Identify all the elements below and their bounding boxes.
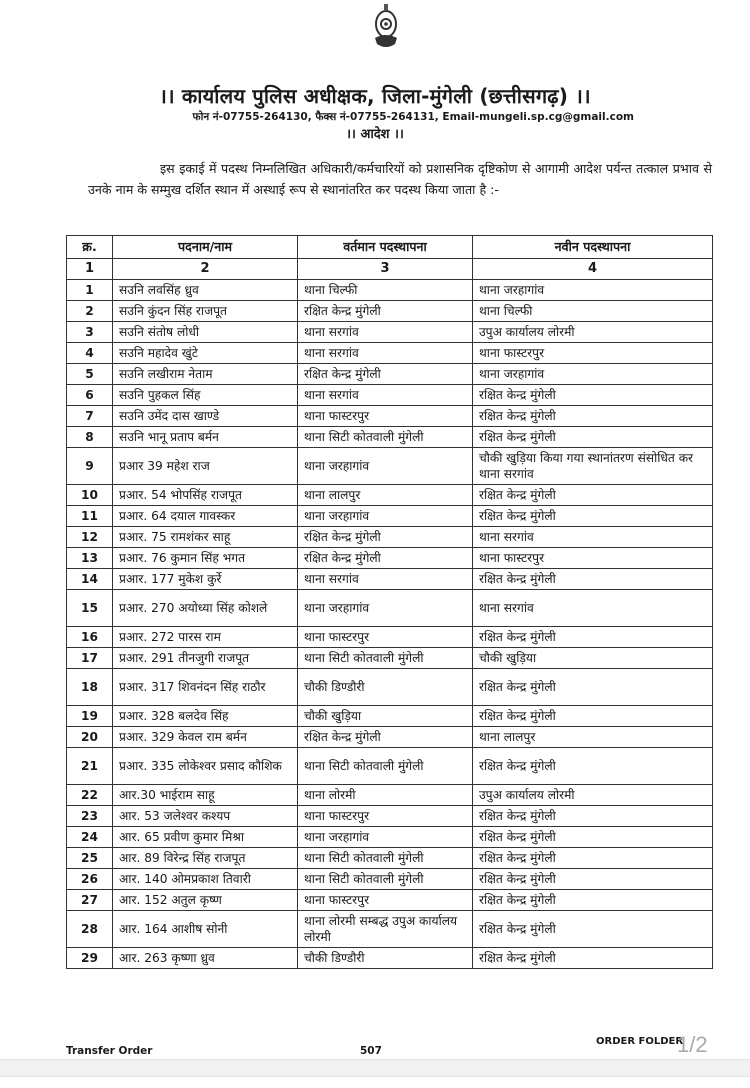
row-name: सउनि महादेव खुंटे bbox=[113, 343, 298, 364]
row-name: प्रआर. 76 कुमान सिंह भगत bbox=[113, 548, 298, 569]
table-row bbox=[67, 301, 713, 322]
header-current-posting: वर्तमान पदस्थापना bbox=[298, 236, 473, 259]
table-row bbox=[67, 485, 713, 506]
table-row bbox=[67, 706, 713, 727]
row-current-posting: थाना लोरमी सम्बद्ध उपुअ कार्यालय लोरमी bbox=[298, 911, 473, 948]
row-current-posting: थाना जरहागांव bbox=[298, 590, 473, 627]
row-name: प्रआर. 270 अयोध्या सिंह कोशले bbox=[113, 590, 298, 627]
row-serial: 14 bbox=[67, 569, 113, 590]
table-row bbox=[67, 343, 713, 364]
table-row bbox=[67, 669, 713, 706]
row-name: सउनि लवसिंह ध्रुव bbox=[113, 280, 298, 301]
row-current-posting: थाना लालपुर bbox=[298, 485, 473, 506]
row-current-posting: थाना फास्टरपुर bbox=[298, 806, 473, 827]
row-serial: 6 bbox=[67, 385, 113, 406]
row-current-posting: थाना सिटी कोतवाली मुंगेली bbox=[298, 869, 473, 890]
header-name: पदनाम/नाम bbox=[113, 236, 298, 259]
footer-folder-label: ORDER FOLDER bbox=[596, 1036, 684, 1047]
row-serial: 8 bbox=[67, 427, 113, 448]
row-current-posting: थाना जरहागांव bbox=[298, 506, 473, 527]
contact-line: फोन नं-07755-264130, फैक्स नं-07755-264131, Email-mungeli.sp.cg@gmail.com bbox=[192, 111, 634, 123]
row-new-posting: रक्षित केन्द्र मुंगेली bbox=[473, 385, 713, 406]
row-current-posting: थाना सरगांव bbox=[298, 569, 473, 590]
row-serial: 13 bbox=[67, 548, 113, 569]
row-name: प्रआर. 291 तीनजुगी राजपूत bbox=[113, 648, 298, 669]
row-serial: 22 bbox=[67, 785, 113, 806]
row-name: आर. 164 आशीष सोनी bbox=[113, 911, 298, 948]
row-name: प्रआर. 272 पारस राम bbox=[113, 627, 298, 648]
row-current-posting: थाना सिटी कोतवाली मुंगेली bbox=[298, 427, 473, 448]
row-serial: 18 bbox=[67, 669, 113, 706]
row-name: सउनि कुंदन सिंह राजपूत bbox=[113, 301, 298, 322]
row-new-posting: रक्षित केन्द्र मुंगेली bbox=[473, 406, 713, 427]
row-current-posting: चौकी डिण्डौरी bbox=[298, 669, 473, 706]
row-name: आर. 65 प्रवीण कुमार मिश्रा bbox=[113, 827, 298, 848]
order-heading: ।। आदेश ।। bbox=[346, 127, 404, 142]
row-current-posting: थाना चिल्फी bbox=[298, 280, 473, 301]
row-name: आर. 140 ओमप्रकाश तिवारी bbox=[113, 869, 298, 890]
row-new-posting: थाना फास्टरपुर bbox=[473, 548, 713, 569]
row-serial: 5 bbox=[67, 364, 113, 385]
column-number: 3 bbox=[298, 259, 473, 280]
row-name: प्रआर. 328 बलदेव सिंह bbox=[113, 706, 298, 727]
row-new-posting: थाना जरहागांव bbox=[473, 280, 713, 301]
row-new-posting: रक्षित केन्द्र मुंगेली bbox=[473, 627, 713, 648]
row-serial: 3 bbox=[67, 322, 113, 343]
table-row bbox=[67, 869, 713, 890]
table-row bbox=[67, 569, 713, 590]
table-row bbox=[67, 548, 713, 569]
table-row bbox=[67, 648, 713, 669]
row-current-posting: थाना सिटी कोतवाली मुंगेली bbox=[298, 748, 473, 785]
row-name: प्रआर. 64 दयाल गावस्कर bbox=[113, 506, 298, 527]
row-name: प्रआर. 335 लोकेश्वर प्रसाद कौशिक bbox=[113, 748, 298, 785]
table-row bbox=[67, 506, 713, 527]
row-serial: 21 bbox=[67, 748, 113, 785]
row-current-posting: थाना फास्टरपुर bbox=[298, 406, 473, 427]
bottom-bar bbox=[0, 1059, 750, 1077]
row-serial: 7 bbox=[67, 406, 113, 427]
row-current-posting: थाना जरहागांव bbox=[298, 827, 473, 848]
row-name: सउनि संतोष लोधी bbox=[113, 322, 298, 343]
row-new-posting: रक्षित केन्द्र मुंगेली bbox=[473, 748, 713, 785]
table-row bbox=[67, 848, 713, 869]
row-serial: 9 bbox=[67, 448, 113, 485]
footer-doc-type: Transfer Order bbox=[66, 1045, 153, 1057]
header-new-posting: नवीन पदस्थापना bbox=[473, 236, 713, 259]
table-row bbox=[67, 948, 713, 969]
row-new-posting: रक्षित केन्द्र मुंगेली bbox=[473, 506, 713, 527]
row-new-posting: रक्षित केन्द्र मुंगेली bbox=[473, 706, 713, 727]
row-current-posting: थाना फास्टरपुर bbox=[298, 627, 473, 648]
intro-text: इस इकाई में पदस्थ निम्नलिखित अधिकारी/कर्मचारियों को प्रशासनिक दृष्टिकोण से आगामी आदेश पर्यन्त तत्काल प्रभाव से उनके नाम के सम्मुख दर्शित स्थान में अस्थाई रूप से स्थानांतरित कर पदस्थ किया जाता है :- bbox=[88, 161, 712, 197]
row-serial: 25 bbox=[67, 848, 113, 869]
row-new-posting: रक्षित केन्द्र मुंगेली bbox=[473, 485, 713, 506]
row-current-posting: थाना जरहागांव bbox=[298, 448, 473, 485]
police-emblem-icon bbox=[373, 4, 399, 50]
row-serial: 1 bbox=[67, 280, 113, 301]
table-row bbox=[67, 727, 713, 748]
table-row bbox=[67, 911, 713, 948]
row-name: प्रआर 39 महेश राज bbox=[113, 448, 298, 485]
row-serial: 17 bbox=[67, 648, 113, 669]
row-new-posting: चौकी खुड़िया bbox=[473, 648, 713, 669]
table-row bbox=[67, 427, 713, 448]
row-serial: 20 bbox=[67, 727, 113, 748]
row-new-posting: थाना फास्टरपुर bbox=[473, 343, 713, 364]
row-current-posting: चौकी खुड़िया bbox=[298, 706, 473, 727]
row-current-posting: रक्षित केन्द्र मुंगेली bbox=[298, 548, 473, 569]
row-new-posting: रक्षित केन्द्र मुंगेली bbox=[473, 869, 713, 890]
table-row bbox=[67, 322, 713, 343]
row-serial: 27 bbox=[67, 890, 113, 911]
row-serial: 11 bbox=[67, 506, 113, 527]
table-row bbox=[67, 448, 713, 485]
row-new-posting: रक्षित केन्द्र मुंगेली bbox=[473, 669, 713, 706]
row-serial: 29 bbox=[67, 948, 113, 969]
row-serial: 10 bbox=[67, 485, 113, 506]
row-serial: 23 bbox=[67, 806, 113, 827]
row-current-posting: थाना सिटी कोतवाली मुंगेली bbox=[298, 648, 473, 669]
row-new-posting: थाना चिल्फी bbox=[473, 301, 713, 322]
row-new-posting: रक्षित केन्द्र मुंगेली bbox=[473, 806, 713, 827]
row-current-posting: थाना लोरमी bbox=[298, 785, 473, 806]
table-row bbox=[67, 785, 713, 806]
row-new-posting: थाना लालपुर bbox=[473, 727, 713, 748]
row-current-posting: रक्षित केन्द्र मुंगेली bbox=[298, 364, 473, 385]
table-row bbox=[67, 627, 713, 648]
row-name: प्रआर. 75 रामशंकर साहू bbox=[113, 527, 298, 548]
row-new-posting: रक्षित केन्द्र मुंगेली bbox=[473, 948, 713, 969]
row-name: आर. 53 जलेश्वर कश्यप bbox=[113, 806, 298, 827]
row-name: सउनि पुहकल सिंह bbox=[113, 385, 298, 406]
column-number-row bbox=[67, 259, 713, 280]
row-name: आर. 263 कृष्णा ध्रुव bbox=[113, 948, 298, 969]
office-title: ।। कार्यालय पुलिस अधीक्षक, जिला-मुंगेली (छत्तीसगढ़) ।। bbox=[159, 84, 591, 108]
row-name: प्रआर. 329 केवल राम बर्मन bbox=[113, 727, 298, 748]
row-new-posting: चौकी खुड़िया किया गया स्थानांतरण संसोधित कर थाना सरगांव bbox=[473, 448, 713, 485]
row-new-posting: थाना सरगांव bbox=[473, 527, 713, 548]
transfer-table bbox=[66, 235, 713, 969]
row-serial: 12 bbox=[67, 527, 113, 548]
row-serial: 24 bbox=[67, 827, 113, 848]
row-new-posting: रक्षित केन्द्र मुंगेली bbox=[473, 890, 713, 911]
row-serial: 4 bbox=[67, 343, 113, 364]
row-name: सउनि भानू प्रताप बर्मन bbox=[113, 427, 298, 448]
row-current-posting: थाना सरगांव bbox=[298, 343, 473, 364]
row-new-posting: थाना सरगांव bbox=[473, 590, 713, 627]
row-name: सउनि उमेंद दास खाण्डे bbox=[113, 406, 298, 427]
column-number: 1 bbox=[67, 259, 113, 280]
row-serial: 28 bbox=[67, 911, 113, 948]
row-current-posting: चौकी डिण्डौरी bbox=[298, 948, 473, 969]
row-current-posting: थाना सरगांव bbox=[298, 322, 473, 343]
row-new-posting: रक्षित केन्द्र मुंगेली bbox=[473, 569, 713, 590]
table-row bbox=[67, 406, 713, 427]
table-row bbox=[67, 806, 713, 827]
row-new-posting: उपुअ कार्यालय लोरमी bbox=[473, 322, 713, 343]
row-current-posting: रक्षित केन्द्र मुंगेली bbox=[298, 727, 473, 748]
footer-number: 507 bbox=[360, 1045, 382, 1057]
table-row bbox=[67, 280, 713, 301]
table-row bbox=[67, 590, 713, 627]
row-current-posting: थाना सिटी कोतवाली मुंगेली bbox=[298, 848, 473, 869]
row-serial: 26 bbox=[67, 869, 113, 890]
row-current-posting: रक्षित केन्द्र मुंगेली bbox=[298, 301, 473, 322]
row-current-posting: रक्षित केन्द्र मुंगेली bbox=[298, 527, 473, 548]
table-row bbox=[67, 748, 713, 785]
row-serial: 15 bbox=[67, 590, 113, 627]
row-name: सउनि लखीराम नेताम bbox=[113, 364, 298, 385]
row-name: प्रआर. 317 शिवनंदन सिंह राठौर bbox=[113, 669, 298, 706]
row-serial: 2 bbox=[67, 301, 113, 322]
row-serial: 16 bbox=[67, 627, 113, 648]
row-new-posting: रक्षित केन्द्र मुंगेली bbox=[473, 911, 713, 948]
row-current-posting: थाना सरगांव bbox=[298, 385, 473, 406]
row-serial: 19 bbox=[67, 706, 113, 727]
row-name: आर.30 भाईराम साहू bbox=[113, 785, 298, 806]
row-new-posting: रक्षित केन्द्र मुंगेली bbox=[473, 827, 713, 848]
table-row bbox=[67, 890, 713, 911]
table-header-row bbox=[67, 236, 713, 259]
row-new-posting: उपुअ कार्यालय लोरमी bbox=[473, 785, 713, 806]
column-number: 2 bbox=[113, 259, 298, 280]
row-new-posting: थाना जरहागांव bbox=[473, 364, 713, 385]
row-name: आर. 89 विरेन्द्र सिंह राजपूत bbox=[113, 848, 298, 869]
column-number: 4 bbox=[473, 259, 713, 280]
row-current-posting: थाना फास्टरपुर bbox=[298, 890, 473, 911]
row-name: आर. 152 अतुल कृष्ण bbox=[113, 890, 298, 911]
table-row bbox=[67, 385, 713, 406]
row-new-posting: रक्षित केन्द्र मुंगेली bbox=[473, 848, 713, 869]
row-new-posting: रक्षित केन्द्र मुंगेली bbox=[473, 427, 713, 448]
intro-paragraph bbox=[88, 158, 712, 200]
row-name: प्रआर. 177 मुकेश कुर्रे bbox=[113, 569, 298, 590]
header-serial: क्र. bbox=[67, 236, 113, 259]
row-name: प्रआर. 54 भोपसिंह राजपूत bbox=[113, 485, 298, 506]
table-row bbox=[67, 527, 713, 548]
table-row bbox=[67, 827, 713, 848]
table-row bbox=[67, 364, 713, 385]
page-indicator: 1/2 bbox=[677, 1032, 708, 1057]
